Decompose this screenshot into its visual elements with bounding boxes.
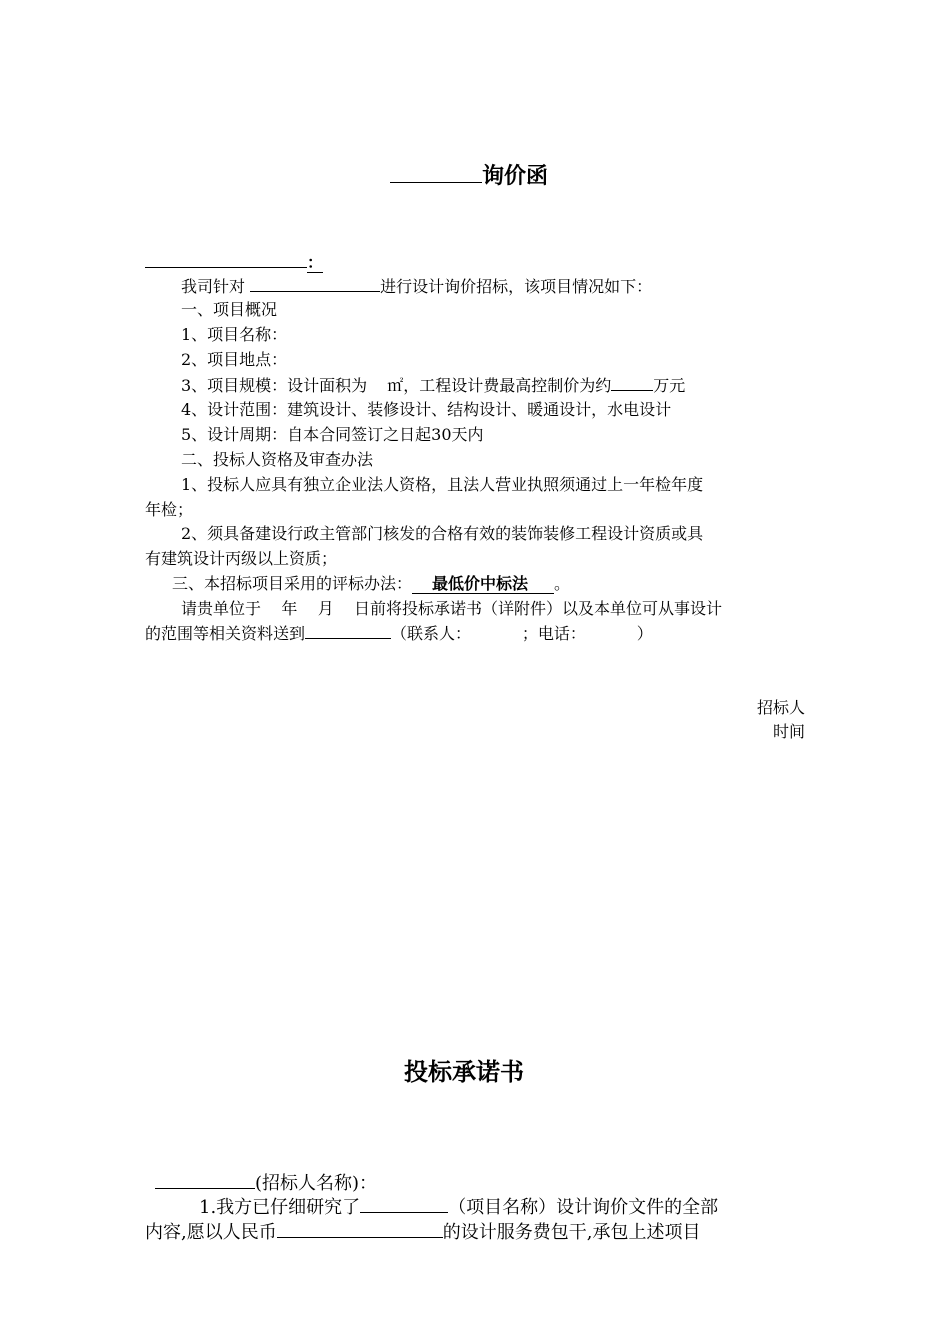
commitment-addressee-text: (招标人名称)： xyxy=(255,1173,378,1194)
commitment-para1-line1 xyxy=(199,1194,718,1220)
request-line1: 请贵单位于 年 月 日前将投标承诺书（详附件）以及本单位可从事设计 xyxy=(181,599,723,618)
section3-line xyxy=(172,574,570,594)
inquiry-title-text: 询价函 xyxy=(482,164,549,189)
commitment-addressee-blank xyxy=(155,1170,255,1189)
commitment-para1-line2 xyxy=(145,1219,700,1245)
para1-line2-before: 内容,愿以人民币 xyxy=(145,1222,277,1243)
section2-heading: 二、投标人资格及审查办法 xyxy=(181,450,374,469)
addressee-colon: ： xyxy=(307,253,324,272)
addressee-blank xyxy=(145,252,307,268)
item-design-period: 5、设计周期：自本合同签订之日起30天内 xyxy=(181,425,484,444)
item3-before: 3、项目规模：设计面积为 xyxy=(181,376,368,395)
intro-blank xyxy=(250,276,380,292)
item-design-scope: 4、设计范围：建筑设计、装修设计、结构设计、暖通设计，水电设计 xyxy=(181,400,672,419)
commitment-title: 投标承诺书 xyxy=(404,1058,524,1086)
para1-line2-after: 的设计服务费包干,承包上述项目 xyxy=(442,1222,701,1243)
para1-line1-after: （项目名称）设计询价文件的全部 xyxy=(448,1197,719,1218)
inquiry-title xyxy=(390,158,548,190)
request-line2 xyxy=(145,623,653,644)
title-blank xyxy=(390,158,482,183)
qualification-2-line2: 有建筑设计丙级以上资质； xyxy=(145,549,338,568)
item-project-scale xyxy=(181,375,685,396)
item3-blank xyxy=(611,375,653,391)
project-name-blank xyxy=(360,1194,448,1213)
qualification-1-line1: 1、投标人应具有独立企业法人资格，且法人营业执照须通过上一年检年度 xyxy=(181,475,704,494)
request-before: 的范围等相关资料送到 xyxy=(145,624,306,643)
intro-line xyxy=(181,276,652,297)
item3-after: 万元 xyxy=(653,376,686,395)
para1-line1-before: 1.我方已仔细研究了 xyxy=(199,1197,361,1218)
date-label: 时间 xyxy=(772,722,805,741)
qualification-2-line1: 2、须具备建设行政主管部门核发的合格有效的装饰装修工程设计资质或具 xyxy=(181,524,704,543)
item3-unit: ㎡，工程设计费最高控制价为约 xyxy=(387,376,612,395)
signer-label: 招标人 xyxy=(756,698,805,717)
evaluation-method: 最低价中标法 xyxy=(412,574,554,594)
item-project-name: 1、项目名称： xyxy=(181,325,288,344)
request-after: （联系人： ；电话： ） xyxy=(391,624,653,643)
section3-after: 。 xyxy=(554,574,571,593)
section1-heading: 一、项目概况 xyxy=(181,300,278,319)
addressee-line xyxy=(145,252,323,273)
qualification-1-line2: 年检； xyxy=(145,500,194,519)
request-blank xyxy=(305,623,391,639)
intro-before: 我司针对 xyxy=(181,277,246,296)
commitment-addressee xyxy=(155,1170,377,1196)
item-project-location: 2、项目地点： xyxy=(181,350,288,369)
fee-amount-blank xyxy=(277,1219,443,1238)
section3-before: 三、本招标项目采用的评标办法： xyxy=(172,574,413,593)
intro-after: 进行设计询价招标，该项目情况如下： xyxy=(380,277,653,296)
